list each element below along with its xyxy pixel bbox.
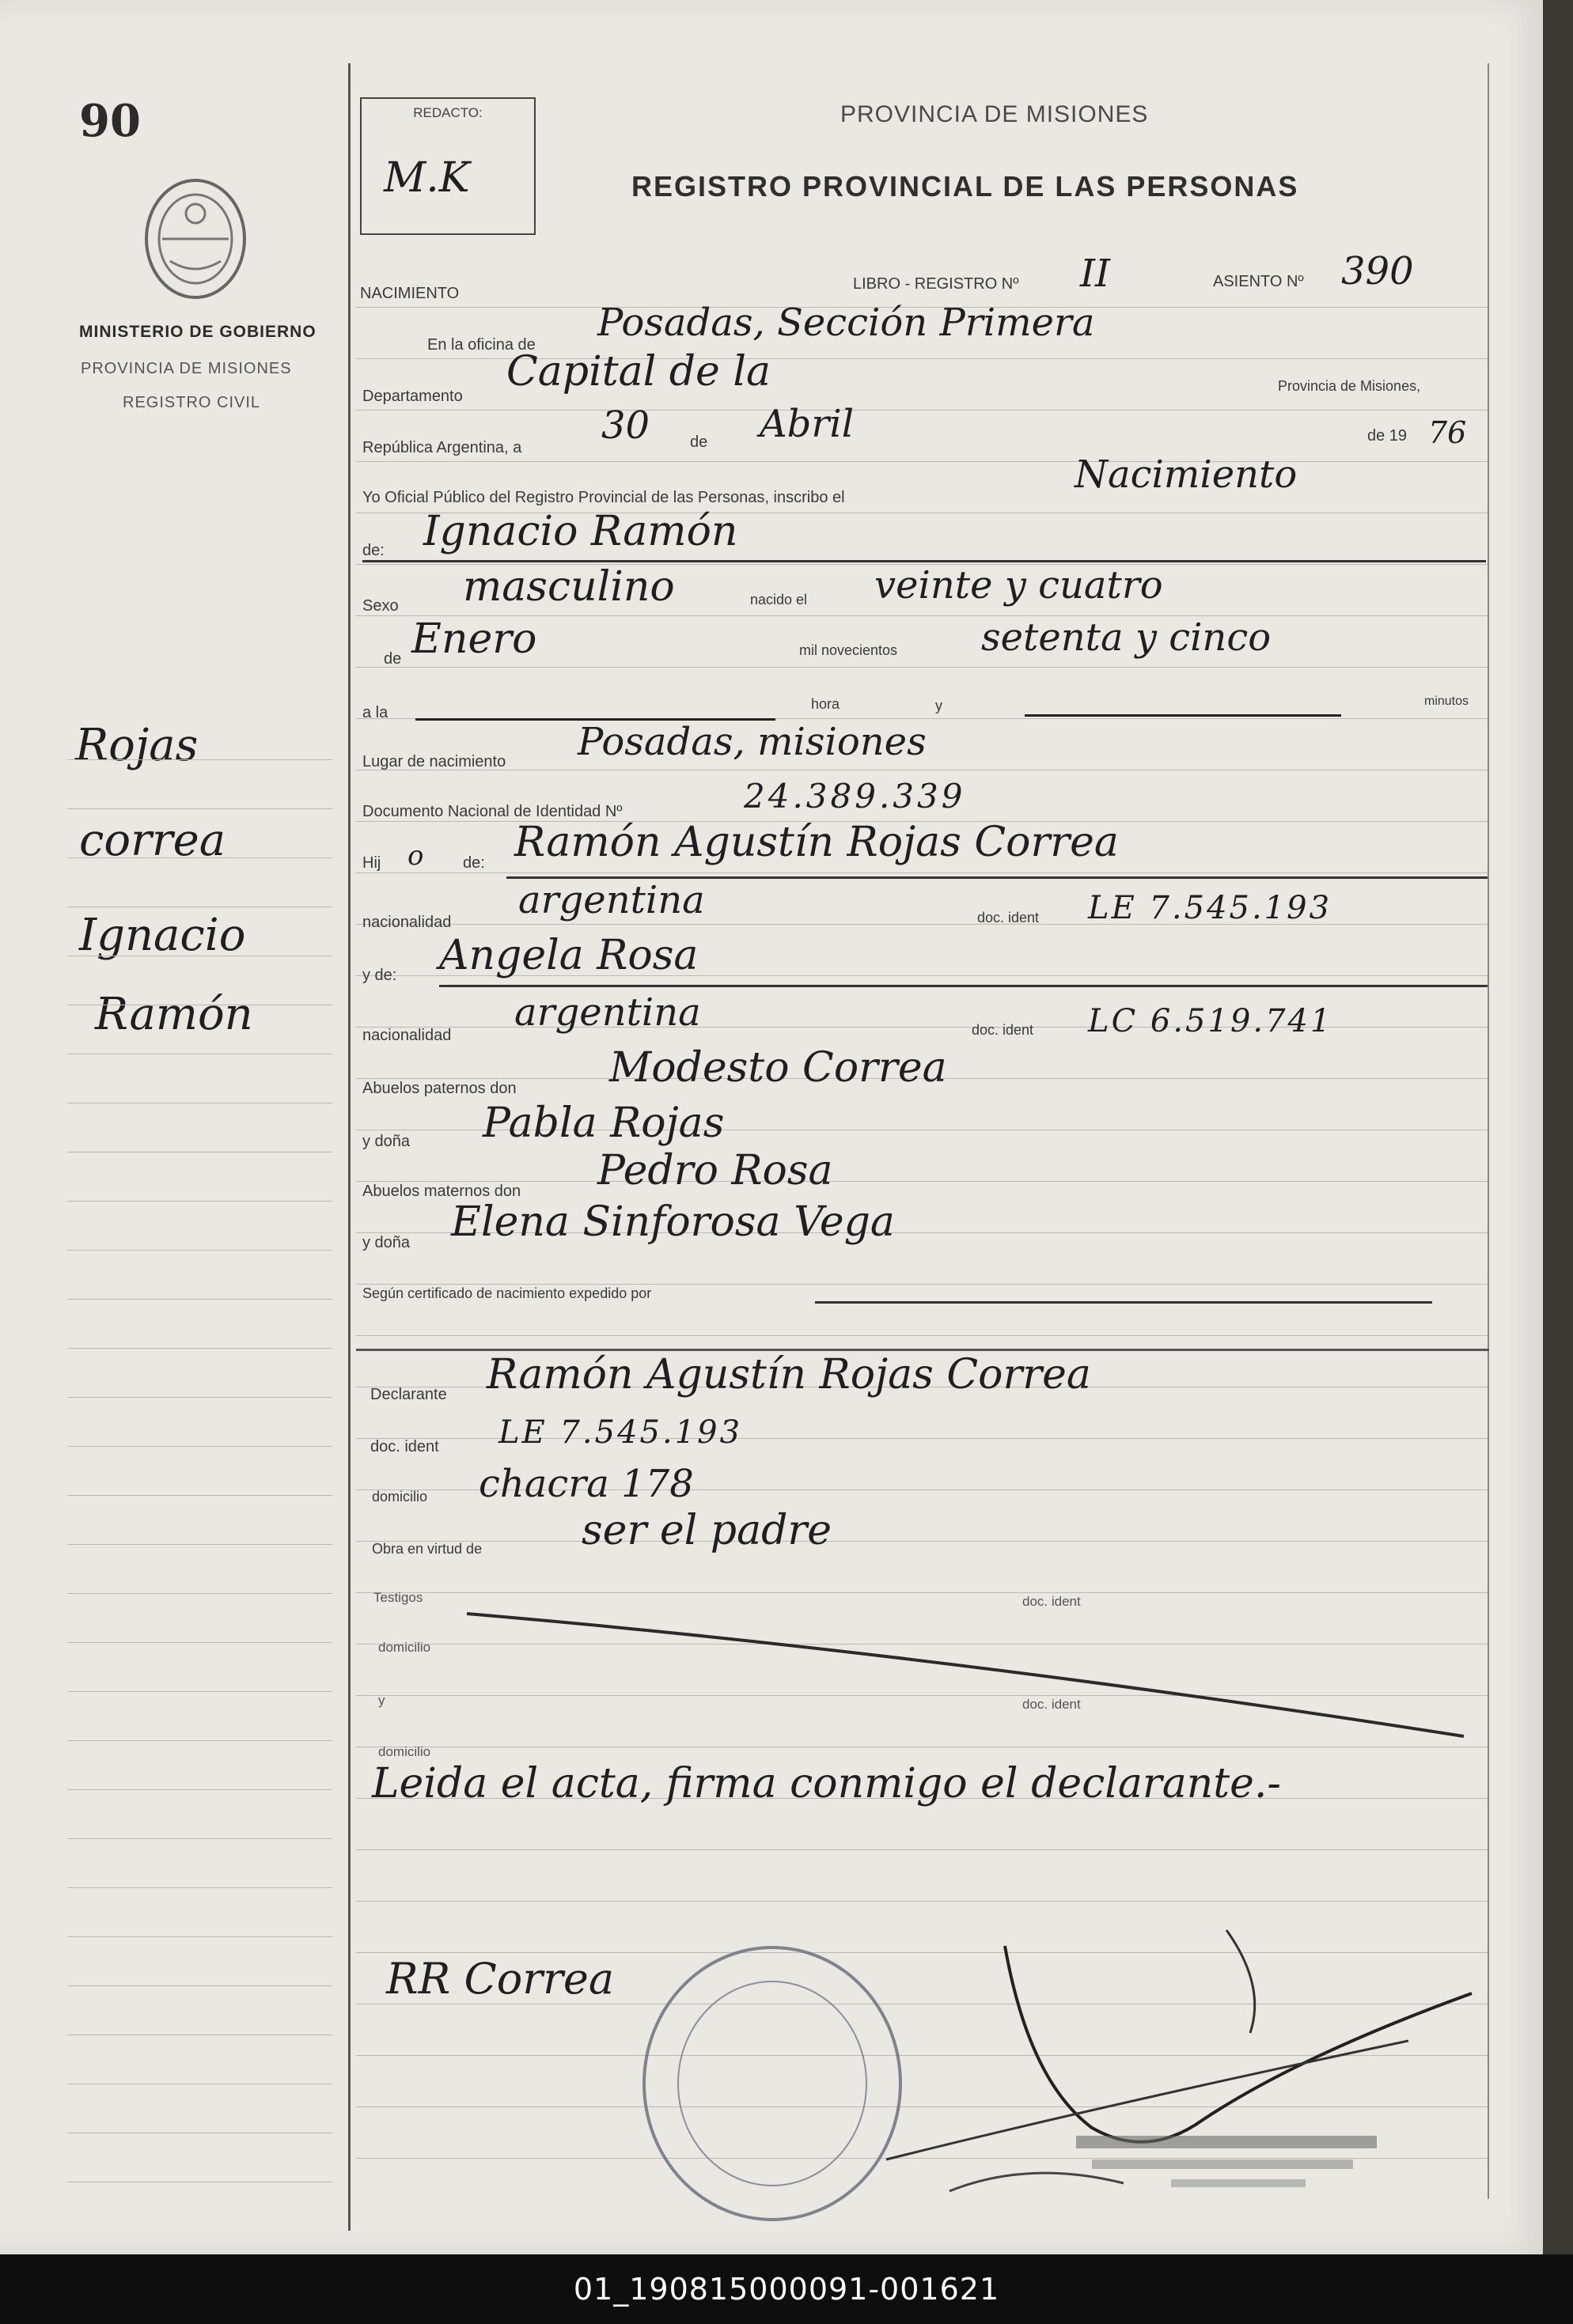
ruled-line — [356, 461, 1488, 462]
value-nombre: Ignacio Ramón — [423, 508, 738, 555]
margin-given-1: Ignacio — [79, 910, 246, 961]
value-domicilio: chacra 178 — [479, 1462, 694, 1506]
label-domicilio-testigo1: domicilio — [378, 1640, 431, 1655]
label-de-19: de 19 — [1367, 427, 1408, 445]
value-inscribo: Nacimiento — [1075, 452, 1298, 497]
ruled-line — [356, 872, 1488, 873]
value-dia: 30 — [601, 403, 650, 448]
label-y-dona-materna: y doña — [362, 1234, 411, 1251]
label-doc-madre: doc. ident — [972, 1022, 1034, 1038]
margin-ruled-line — [67, 1936, 332, 1937]
label-hijo: Hij — [362, 854, 381, 872]
redacto-value: M.K — [384, 154, 470, 202]
value-declarante: Ramón Agustín Rojas Correa — [487, 1351, 1091, 1399]
margin-ruled-line — [67, 2034, 332, 2035]
margin-ruled-line — [67, 1348, 332, 1349]
value-madre-nacionalidad: argentina — [514, 990, 701, 1035]
label-de-mes: de — [690, 433, 708, 451]
label-a-la: a la — [362, 704, 389, 721]
label-y-hora: y — [935, 698, 942, 713]
margin-surname-2: correa — [79, 815, 226, 866]
value-libro: II — [1080, 252, 1110, 296]
label-abuelos-paternos: Abuelos paternos don — [362, 1080, 517, 1097]
label-minutos: minutos — [1424, 695, 1469, 708]
margin-ruled-line — [67, 1985, 332, 1986]
value-nacido-dia: veinte y cuatro — [874, 563, 1163, 607]
margin-ruled-line — [67, 1152, 332, 1153]
margin-ruled-line — [67, 1887, 332, 1888]
field-underline — [362, 560, 1486, 562]
label-nacionalidad-madre: nacionalidad — [362, 1027, 452, 1044]
value-nacido-mes: Enero — [411, 615, 537, 663]
margin-ruled-line — [67, 1593, 332, 1594]
margin-ruled-line — [67, 1642, 332, 1643]
margin-given-2: Ramón — [95, 989, 253, 1040]
label-mil-novecientos: mil novecientos — [799, 642, 898, 658]
label-nacido: nacido el — [750, 592, 808, 607]
label-y-dona-paterna: y doña — [362, 1133, 411, 1150]
margin-ruled-line — [67, 1740, 332, 1741]
right-border-line — [1488, 63, 1489, 2199]
value-abuelo-paterno: Modesto Correa — [609, 1044, 947, 1092]
value-anio: 76 — [1428, 415, 1467, 450]
value-abuela-materna: Elena Sinforosa Vega — [451, 1198, 895, 1246]
value-sexo: masculino — [463, 563, 675, 611]
value-departamento: Capital de la — [506, 348, 771, 396]
label-oficina: En la oficina de — [427, 336, 536, 354]
margin-ruled-line — [67, 1299, 332, 1300]
segun-line — [815, 1301, 1432, 1304]
ruled-line — [356, 1901, 1488, 1902]
value-dni: 24.389.339 — [744, 777, 966, 816]
ruled-line — [356, 410, 1488, 411]
signature-declarante: RR Correa — [386, 1954, 615, 2004]
label-y-de-madre: y de: — [362, 967, 397, 984]
coat-of-arms-icon — [138, 174, 253, 305]
label-y-testigo2: y — [378, 1693, 385, 1708]
margin-ruled-line — [67, 1691, 332, 1692]
ruled-line — [356, 1592, 1488, 1593]
value-leida: Leida el acta, firma conmigo el declarante.- — [372, 1760, 1282, 1807]
value-asiento: 390 — [1341, 249, 1414, 293]
label-sexo: Sexo — [362, 597, 399, 615]
label-domicilio-testigo2: domicilio — [378, 1744, 431, 1759]
image-identifier: 01_190815000091-001621 — [573, 2272, 1000, 2307]
value-padre: Ramón Agustín Rojas Correa — [514, 819, 1119, 866]
ruled-line — [356, 667, 1488, 668]
label-yo-oficial: Yo Oficial Público del Registro Provincial de las Personas, inscribo el — [362, 489, 845, 506]
value-lugar: Posadas, misiones — [578, 720, 927, 764]
label-declarante: Declarante — [370, 1386, 447, 1403]
label-de-nombre: de: — [362, 542, 385, 559]
margin-ruled-line — [67, 1250, 332, 1251]
value-madre-doc: LC 6.519.741 — [1088, 1003, 1333, 1039]
label-segun: Según certificado de nacimiento expedido por — [362, 1285, 652, 1301]
label-departamento: Departamento — [362, 388, 463, 405]
header-title: REGISTRO PROVINCIAL DE LAS PERSONAS — [631, 170, 1299, 202]
label-nacionalidad-padre: nacionalidad — [362, 914, 452, 931]
page-edge — [1543, 0, 1573, 2254]
redacto-label: REDACTO: — [413, 105, 483, 120]
value-obra: ser el padre — [582, 1507, 832, 1554]
label-doc-testigo1: doc. ident — [1022, 1594, 1081, 1609]
value-padre-doc: LE 7.545.193 — [1088, 890, 1332, 926]
label-dni: Documento Nacional de Identidad Nº — [362, 803, 623, 820]
label-lugar: Lugar de nacimiento — [362, 753, 506, 770]
label-abuelos-maternos: Abuelos maternos don — [362, 1183, 521, 1200]
page-number: 90 — [79, 95, 141, 147]
label-de-nacido-mes: de — [384, 650, 402, 668]
official-signature-icon — [791, 1922, 1488, 2223]
image-footer — [0, 2254, 1573, 2324]
margin-ruled-line — [67, 1201, 332, 1202]
margin-ruled-line — [67, 1446, 332, 1447]
ruled-line — [356, 1284, 1488, 1285]
label-doc-padre: doc. ident — [977, 910, 1040, 925]
value-nacido-anio: setenta y cinco — [981, 615, 1272, 660]
margin-ruled-line — [67, 759, 332, 760]
label-domicilio: domicilio — [372, 1489, 428, 1505]
left-border-line — [348, 63, 351, 2231]
label-libro: LIBRO - REGISTRO Nº — [853, 275, 1019, 293]
label-nacimiento: NACIMIENTO — [360, 285, 460, 302]
label-asiento: ASIENTO Nº — [1213, 273, 1304, 290]
label-republica: República Argentina, a — [362, 439, 522, 456]
margin-ruled-line — [67, 1397, 332, 1398]
label-declarante-doc: doc. ident — [370, 1438, 439, 1455]
ministry-registro: REGISTRO CIVIL — [123, 394, 261, 411]
ministry-province: PROVINCIA DE MISIONES — [81, 360, 292, 377]
label-obra: Obra en virtud de — [372, 1541, 483, 1557]
cross-out-stroke — [459, 1606, 1488, 1740]
ministry-title: MINISTERIO DE GOBIERNO — [79, 323, 316, 341]
value-mes: Abril — [760, 402, 855, 446]
ruled-line — [356, 1181, 1488, 1182]
ruled-line — [356, 1335, 1488, 1336]
margin-ruled-line — [67, 1789, 332, 1790]
header-province: PROVINCIA DE MISIONES — [840, 101, 1149, 127]
label-provincia-misiones: Provincia de Misiones, — [1278, 378, 1421, 394]
value-hijo-suffix: o — [407, 840, 424, 872]
margin-ruled-line — [67, 1544, 332, 1545]
value-oficina: Posadas, Sección Primera — [597, 301, 1095, 345]
label-doc-testigo2: doc. ident — [1022, 1697, 1081, 1712]
label-de-padre: de: — [463, 854, 485, 872]
value-abuela-paterna: Pabla Rojas — [483, 1100, 725, 1147]
ruled-line — [356, 1541, 1488, 1542]
ruled-line — [356, 1849, 1488, 1850]
redacto-box — [360, 97, 536, 235]
value-abuelo-materno: Pedro Rosa — [597, 1147, 833, 1194]
label-hora: hora — [811, 696, 840, 712]
margin-ruled-line — [67, 808, 332, 809]
label-testigos: Testigos — [373, 1590, 423, 1605]
margin-surname-1: Rojas — [75, 720, 199, 771]
value-declarante-doc: LE 7.545.193 — [498, 1414, 743, 1451]
value-madre: Angela Rosa — [439, 932, 699, 979]
value-padre-nacionalidad: argentina — [518, 878, 705, 922]
minutos-line — [1025, 714, 1341, 717]
margin-ruled-line — [67, 1495, 332, 1496]
margin-ruled-line — [67, 857, 332, 858]
margin-ruled-line — [67, 1838, 332, 1839]
field-underline — [439, 985, 1488, 987]
